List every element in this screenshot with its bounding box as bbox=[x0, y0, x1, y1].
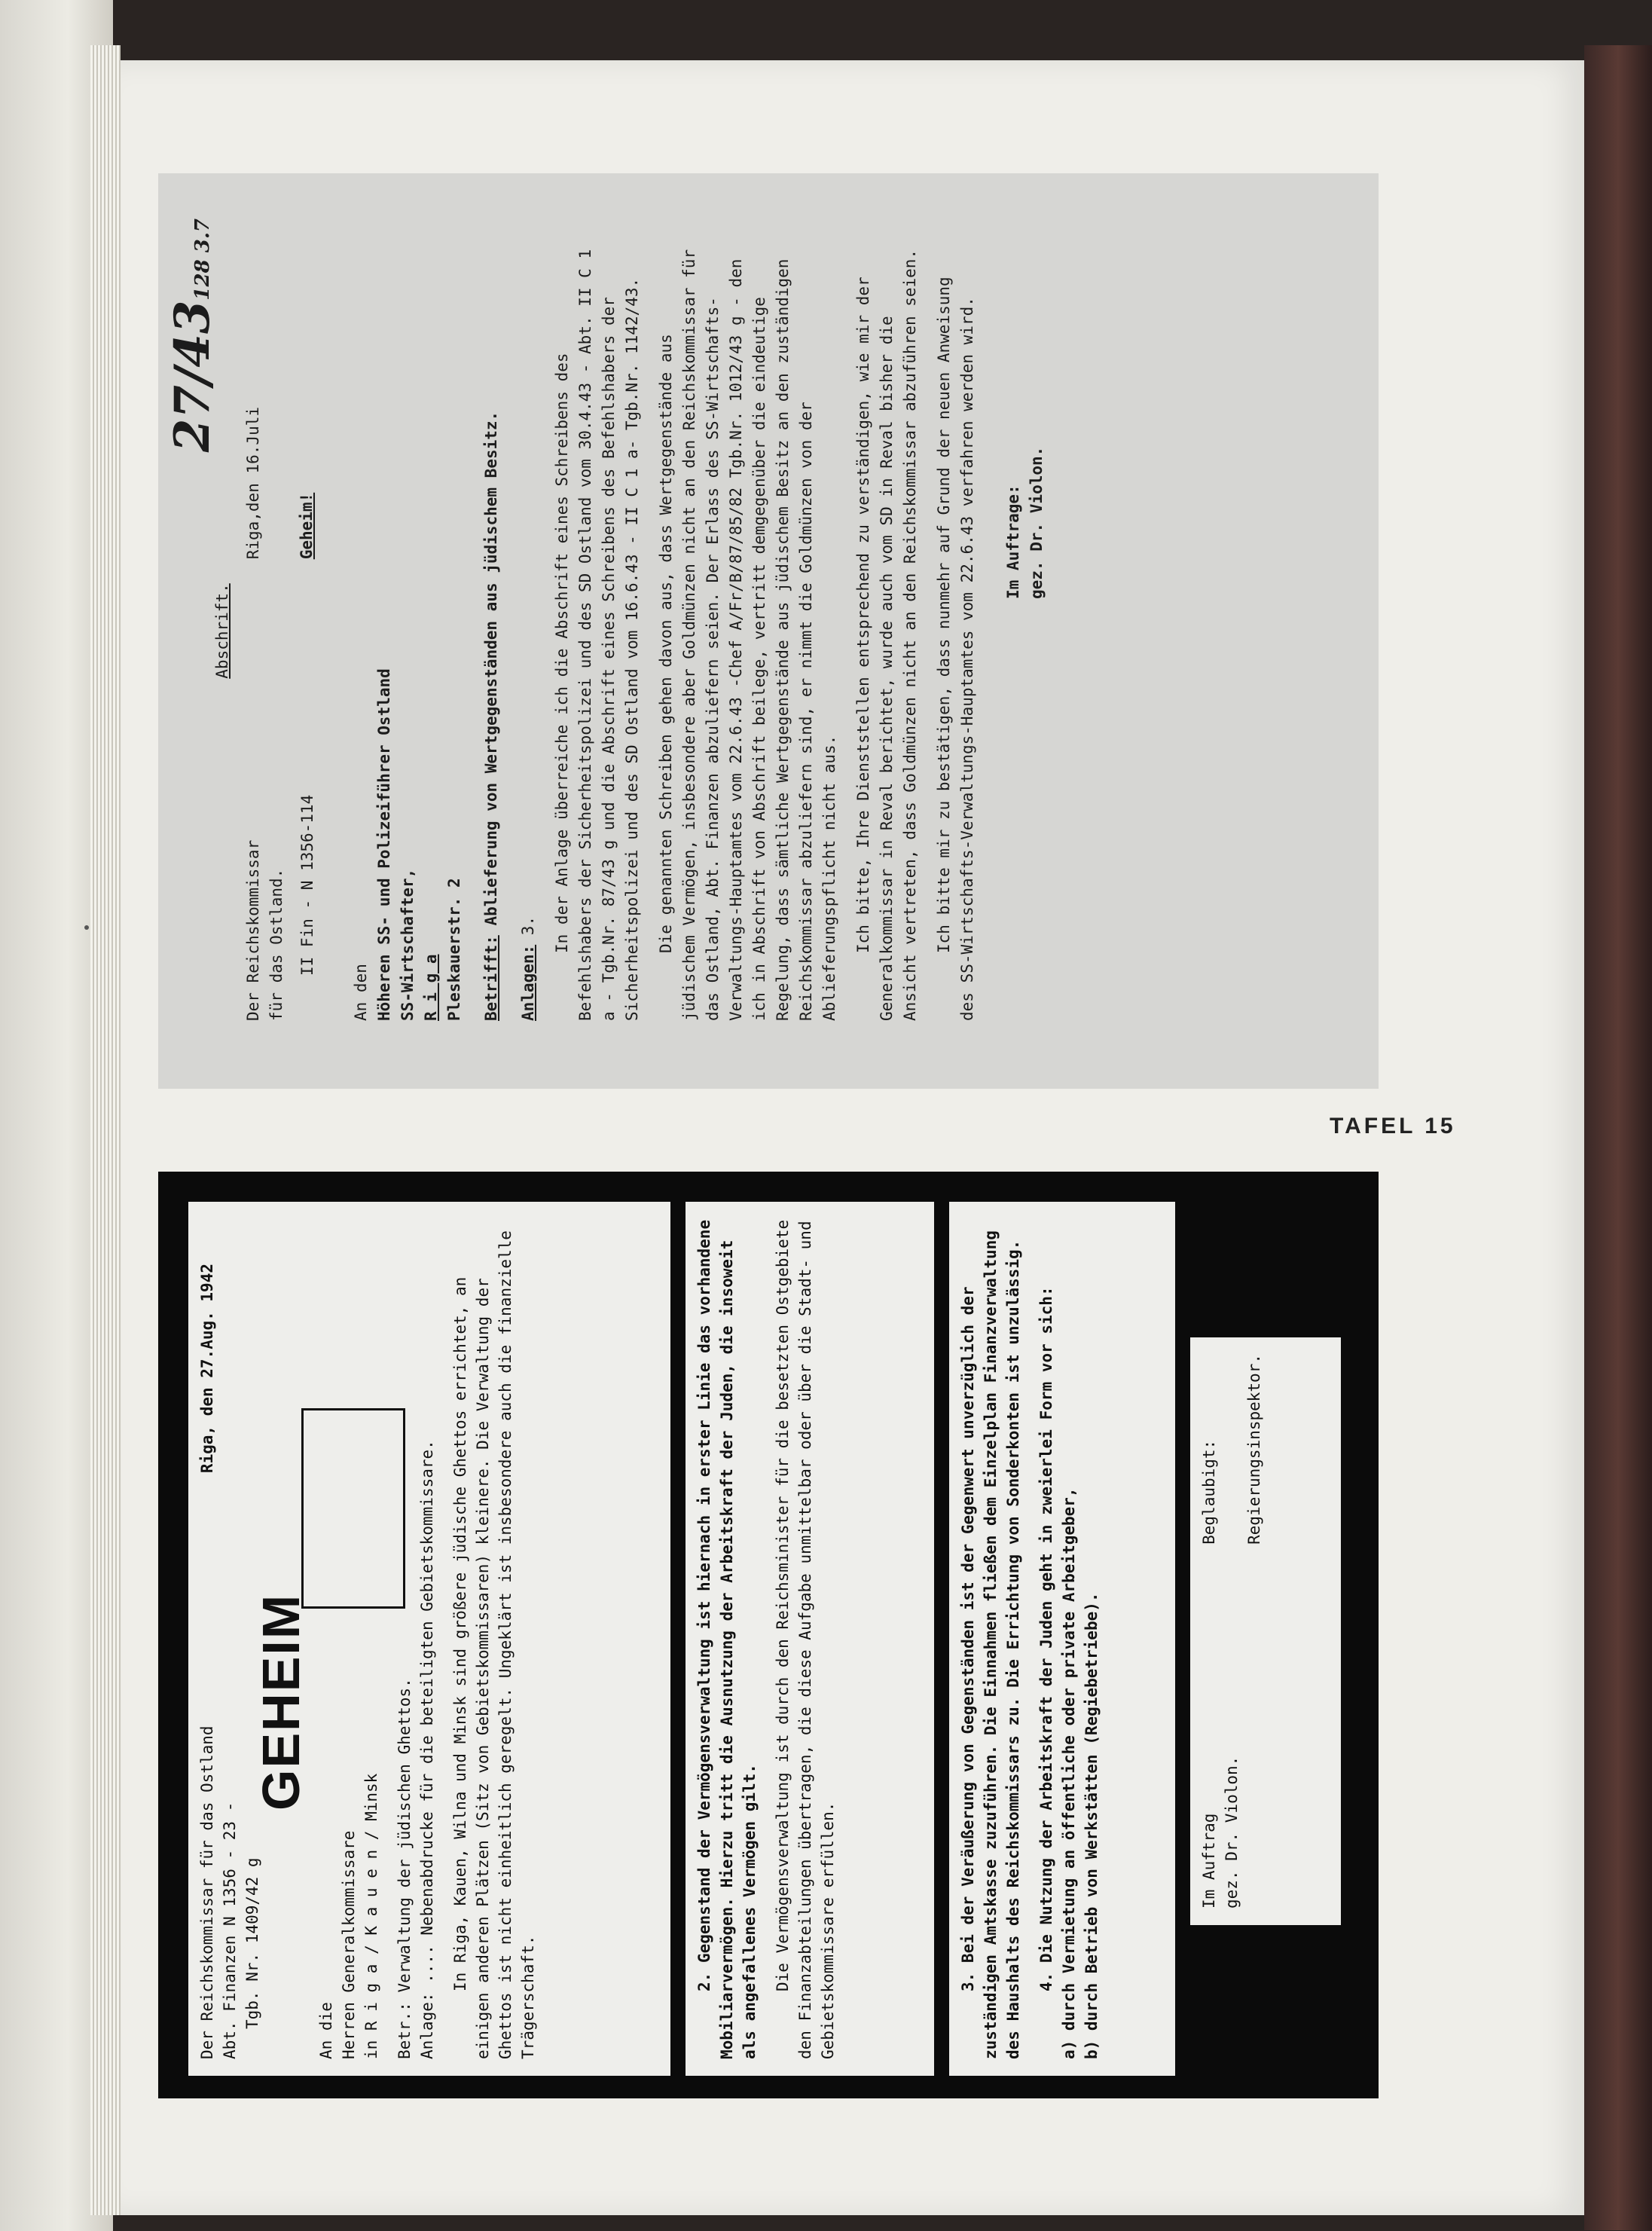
sender-line-1: Der Reichskommissar bbox=[244, 839, 262, 1021]
subject-line: Betr.: Verwaltung der jüdischen Ghettos. bbox=[395, 1678, 414, 2059]
journal-number: Tgb. Nr. 1409/42 g bbox=[243, 1857, 261, 2029]
signature-block: Im Auftrage: gez. Dr. Violon. bbox=[1004, 446, 1046, 599]
body-paragraph: In Riga, Kauen, Wilna und Minsk sind größere jüdische Ghettos errichtet, an einigen anderen Plätzen (Sitz von Gebietskommissaren) kleinere. Die Verwaltung der Ghettos ist nicht einheitlich geregelt. Ungeklärt ist insbesondere auch die finanzielle Trägerschaft. bbox=[451, 1230, 537, 2059]
subject-line: Betrifft: Ablieferung von Wertgegenständen aus jüdischem Besitz. bbox=[482, 411, 500, 1021]
list-item: b) durch Betrieb von Werkstätten (Regiebetriebe). bbox=[1083, 1592, 1101, 2059]
signature-line: gez. Dr. Violon. bbox=[1223, 1756, 1241, 1909]
lower-document-photo bbox=[158, 1172, 1379, 2098]
body-paragraph: In der Anlage überreiche ich die Abschrift eines Schreibens des Befehlshabers der Sicherheitspolizei und des SD Ostland vom 30.4.43 - Abt. II C 1 a - Tgb.Nr. 87/43 g und die Abschrift eines Schreibens des Befehlshabers der Sicherheitspolizei und des SD Ostland vom 16.6.43 - II C 1 a- Tgb.Nr. 1142/43. bbox=[553, 249, 641, 1021]
page-mark bbox=[84, 925, 89, 930]
body-paragraph: 3. Bei der Veräußerung von Gegenständen ist der Gegenwert unverzüglich der zuständigen Amtskasse zuzuführen. Die Einnahmen fließen dem Einzelplan Finanzverwaltung des Haushalts des Reichskommissars zu. Die Errichtung von Sonderkonten ist unzulässig. bbox=[959, 1230, 1022, 2059]
document-fragment-lower bbox=[949, 1202, 1175, 2076]
place-date: Riga, den 27.Aug. 1942 bbox=[198, 1264, 216, 1474]
reference-number: II Fin - N 1356-114 bbox=[298, 794, 316, 976]
body-paragraph: 4. Die Nutzung der Arbeitskraft der Juden geht in zweierlei Form vor sich: bbox=[1037, 1286, 1055, 1991]
recipient-block bbox=[315, 1218, 383, 2059]
handwritten-file-number: 27/43128 3.7 bbox=[164, 219, 221, 453]
sender-line-2: Abt. Finanzen N 1356 - 23 - bbox=[221, 1802, 239, 2059]
body-paragraph: Ich bitte, Ihre Dienststellen entsprechend zu verständigen, wie mir der Generalkommissar in Reval berichtet, wurde auch vom SD in Reval bisher die Ansicht vertreten, dass Goldmünzen nicht an den Reichskommissar abzuführen seien. bbox=[854, 249, 919, 1021]
recipient-line: Höheren SS- und Polizeiführer Ostland bbox=[375, 668, 393, 1021]
recipient-line: R i g a bbox=[422, 954, 440, 1021]
certified-label: Beglaubigt: bbox=[1200, 1439, 1218, 1545]
signature-fragment bbox=[1190, 1337, 1341, 1925]
body-paragraph: Die Vermögensverwaltung ist durch den Reichsminister für die besetzten Ostgebiete den Finanzabteilungen übertragen, die diese Aufgabe unmittelbar oder über die Stadt- und Gebietskommissare erfüllen. bbox=[774, 1219, 837, 2059]
book-binding bbox=[1584, 45, 1652, 2230]
certified-role: Regierungsinspektor. bbox=[1245, 1354, 1263, 1545]
body-paragraph: 2. Gegenstand der Vermögensverwaltung ist hiernach in erster Linie das vorhandene Mobiliarvermögen. Hierzu tritt die Ausnutzung der Arbeitskraft der Juden, die insoweit als angefallenes Vermögen gilt. bbox=[695, 1219, 759, 2059]
place-date: Riga,den 16.Juli bbox=[244, 407, 262, 560]
document-fragment-middle bbox=[686, 1202, 934, 2076]
body-paragraph: Ich bitte mir zu bestätigen, dass nunmehr auf Grund der neuen Anweisung des SS-Wirtschafts-Verwaltungs-Hauptamtes vom 22.6.43 verfahren werden wird. bbox=[935, 277, 976, 1021]
recipient-line: in R i g a / K a u e n / Minsk bbox=[362, 1773, 380, 2059]
upper-document-photo bbox=[158, 173, 1379, 1089]
recipient-block bbox=[350, 241, 466, 1021]
upper-document-body bbox=[158, 173, 1379, 1089]
recipient-line: SS-Wirtschafter, bbox=[398, 868, 417, 1021]
attachments-line: Anlagen: 3. bbox=[519, 915, 537, 1021]
recipient-line: Pleskauerstr. 2 bbox=[445, 878, 463, 1021]
plate-label: TAFEL 15 bbox=[1330, 1114, 1456, 1138]
list-item: a) durch Vermietung an öffentliche oder private Arbeitgeber, bbox=[1060, 1487, 1078, 2059]
page-stack bbox=[90, 45, 121, 2215]
attachment-line: Anlage: .... Nebenabdrucke für die beteiligten Gebietskommissare. bbox=[418, 1440, 436, 2059]
receipt-stamp bbox=[301, 1408, 405, 1609]
copy-label: Abschrift. bbox=[213, 583, 231, 679]
secret-mark: Geheim! bbox=[298, 492, 316, 560]
lower-document-body bbox=[158, 1172, 1379, 2098]
recipient-line: An den bbox=[352, 964, 370, 1021]
secret-stamp: GEHEIM bbox=[252, 1593, 310, 1811]
document-fragment-top bbox=[188, 1202, 670, 2076]
recipient-line: An die bbox=[317, 2002, 335, 2059]
sender-line-1: Der Reichskommissar für das Ostland bbox=[198, 1725, 216, 2059]
signature-line: Im Auftrag bbox=[1200, 1813, 1218, 1909]
recipient-line: Herren Generalkommissare bbox=[340, 1830, 358, 2059]
sender-line-2: für das Ostland. bbox=[267, 868, 286, 1021]
body-paragraph: Die genannten Schreiben gehen davon aus, dass Wertgegenstände aus jüdischem Vermögen, insbesondere aber Goldmünzen nicht an den Reichskommissar für das Ostland, Abt. Finanzen abzuliefern seien. Der Erlass des SS-Wirtschafts-Verwaltungs-Hauptamtes vom 22.6.43 -Chef A/Fr/B/87/85/82 Tgb.Nr. 1012/43 g - den ich in Abschrift von Abschrift beilege, vertritt demgegenüber die eindeutige Regelung, dass sämtliche Wertgegenstände aus jüdischem Besitz an den zuständigen Reichskommissar abzuliefern sind, er nimmt die Goldmünzen von der Ablieferungspflicht nicht aus. bbox=[657, 249, 838, 1021]
